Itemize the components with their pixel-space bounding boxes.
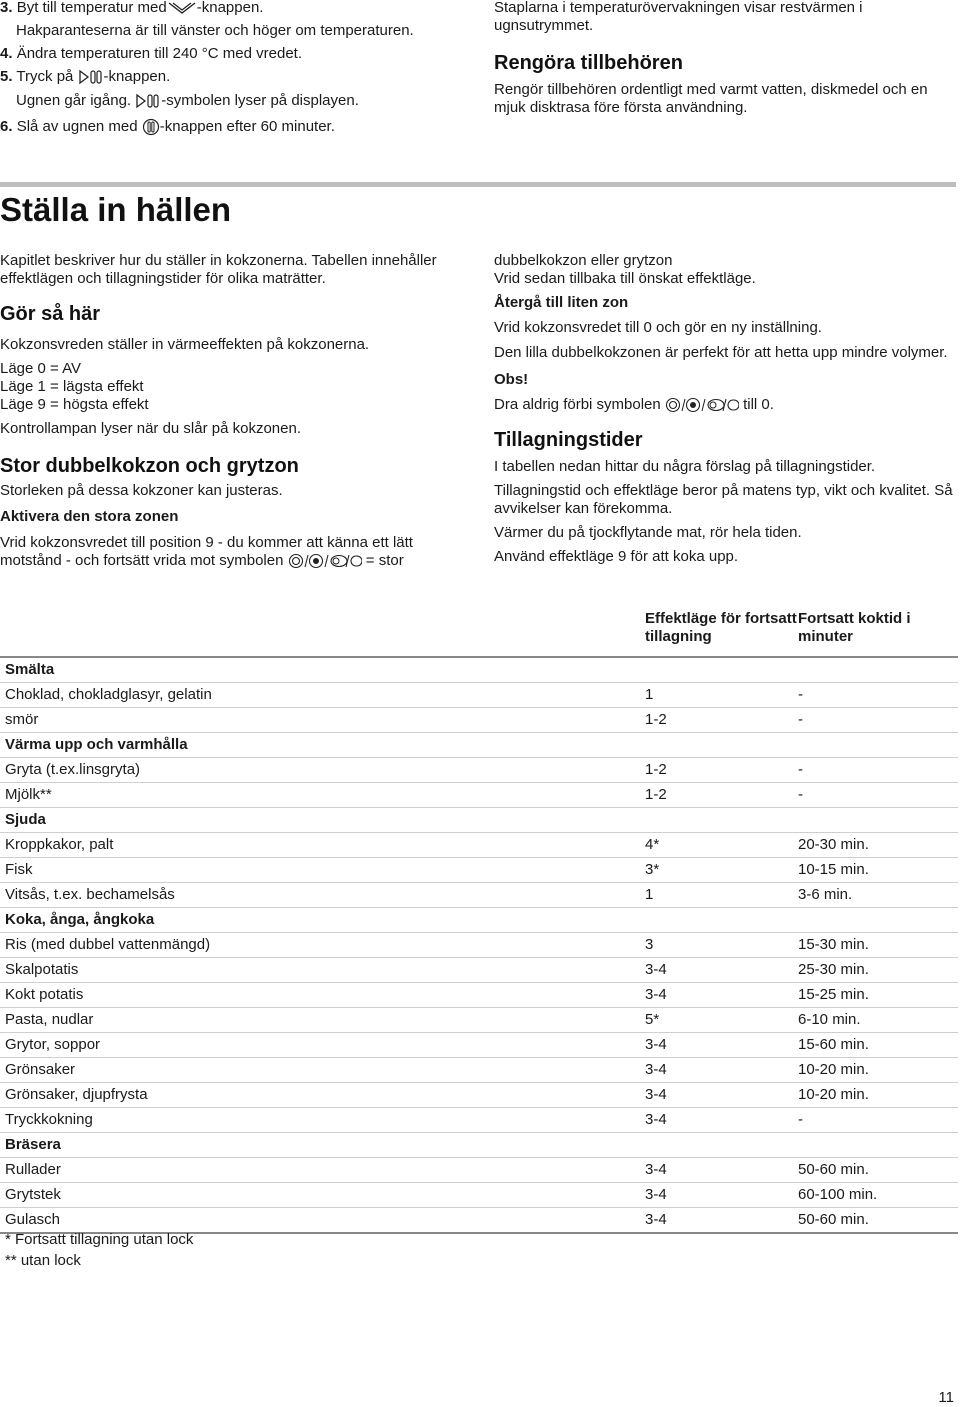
dish-cell: Skalpotatis	[0, 958, 645, 983]
page-number: 11	[938, 1389, 954, 1406]
gor-heading: Gör så här	[0, 303, 101, 325]
obs-text-start: Dra aldrig förbi symbolen	[494, 396, 661, 413]
table-row	[0, 708, 958, 733]
effekt-cell: 3*	[645, 858, 798, 883]
cont-text-1: dubbelkokzon eller grytzon	[494, 252, 673, 269]
step-text: Slå av ugnen med	[16, 118, 138, 135]
dish-cell: Fisk	[0, 858, 645, 883]
table-row	[0, 683, 958, 708]
table-row	[0, 983, 958, 1008]
category-label: Bräsera	[0, 1133, 958, 1158]
oven-play-icon	[135, 93, 161, 109]
dish-cell: Grönsaker	[0, 1058, 645, 1083]
effekt-cell: 1	[645, 683, 798, 708]
effekt-cell: 1-2	[645, 708, 798, 733]
koktid-cell: 10-20 min.	[798, 1058, 958, 1083]
tillag-text-2: Tillagningstid och effektläge beror på matens typ, vikt och kvalitet. Så avvikelser kan förekomma.	[494, 482, 953, 517]
effekt-cell: 3-4	[645, 1108, 798, 1133]
step-text-end: -knappen.	[196, 0, 264, 16]
step-text-end: -knappen efter 60 minuter.	[159, 118, 335, 135]
dish-cell: Choklad, chokladglasyr, gelatin	[0, 683, 645, 708]
zone-symbols-icon	[288, 553, 362, 569]
power-button-icon	[142, 118, 160, 136]
intro-text: Kapitlet beskriver hur du ställer in kokzonerna. Tabellen innehåller effektlägen och tillagningstider för olika maträtter.	[0, 252, 437, 287]
page-title: Ställa in hällen	[0, 191, 232, 228]
obs-text	[494, 396, 956, 414]
step-5-sub	[16, 92, 359, 110]
step-3-sub: Hakparanteserna är till vänster och höger om temperaturen.	[16, 22, 414, 39]
left-column	[0, 252, 466, 570]
step-6	[0, 118, 335, 136]
dish-cell: Kokt potatis	[0, 983, 645, 1008]
effekt-cell: 1	[645, 883, 798, 908]
section-heading: Rengöra tillbehören	[494, 52, 683, 74]
table-body	[0, 604, 958, 1233]
top-right-block	[494, 0, 956, 117]
cont-text-2: Vrid sedan tillbaka till önskat effektläge.	[494, 270, 756, 287]
step-3	[0, 0, 470, 17]
dish-cell: Mjölk**	[0, 783, 645, 808]
step-5	[0, 68, 170, 86]
category-label: Sjuda	[0, 808, 958, 833]
table-row	[0, 758, 958, 783]
table-row	[0, 1208, 958, 1234]
atergå-heading: Återgå till liten zon	[494, 294, 629, 311]
step-4	[0, 45, 302, 63]
table-row	[0, 1158, 958, 1183]
header-cell-empty	[0, 604, 645, 657]
dish-cell: Kroppkakor, palt	[0, 833, 645, 858]
table-header-row	[0, 604, 958, 657]
lage-9: Läge 9 = högsta effekt	[0, 396, 149, 413]
table-row	[0, 883, 958, 908]
table-row	[0, 1033, 958, 1058]
category-label: Koka, ånga, ångkoka	[0, 908, 958, 933]
header-effektlage: Effektläge för fortsatt tillagning	[645, 604, 798, 657]
koktid-cell: -	[798, 758, 958, 783]
obs-heading: Obs!	[494, 371, 529, 388]
effekt-cell: 3-4	[645, 1183, 798, 1208]
step-number: 4.	[0, 45, 13, 62]
koktid-cell: 25-30 min.	[798, 958, 958, 983]
koktid-cell: -	[798, 1108, 958, 1133]
footnote-2: ** utan lock	[5, 1252, 81, 1269]
dish-cell: Gryta (t.ex.linsgryta)	[0, 758, 645, 783]
dish-cell: Vitsås, t.ex. bechamelsås	[0, 883, 645, 908]
lage-1: Läge 1 = lägsta effekt	[0, 378, 144, 395]
kontroll-text: Kontrollampan lyser när du slår på kokzonen.	[0, 420, 301, 437]
category-label: Värma upp och varmhålla	[0, 733, 958, 758]
cooking-times-table	[0, 604, 958, 1234]
gor-text: Kokzonsvreden ställer in värmeeffekten på kokzonerna.	[0, 336, 370, 353]
table-category-row	[0, 733, 958, 758]
koktid-cell: 10-20 min.	[798, 1083, 958, 1108]
section-text: Rengör tillbehören ordentligt med varmt vatten, diskmedel och en mjuk disktrasa före första användning.	[494, 81, 928, 116]
effekt-cell: 3-4	[645, 1158, 798, 1183]
step-text: Byt till temperatur med	[16, 0, 167, 16]
effekt-cell: 4*	[645, 833, 798, 858]
aktivera-text-end: = stor	[365, 552, 404, 569]
table-row	[0, 933, 958, 958]
tillag-text-4: Använd effektläge 9 för att koka upp.	[494, 548, 739, 565]
dish-cell: Rullader	[0, 1158, 645, 1183]
koktid-cell: 3-6 min.	[798, 883, 958, 908]
dish-cell: smör	[0, 708, 645, 733]
step-number: 3.	[0, 0, 13, 16]
step-number: 5.	[0, 68, 13, 85]
koktid-cell: -	[798, 683, 958, 708]
step-sub-text: Ugnen går igång.	[16, 92, 132, 109]
effekt-cell: 3-4	[645, 1208, 798, 1234]
koktid-cell: -	[798, 783, 958, 808]
table-row	[0, 958, 958, 983]
aktivera-text-start: Vrid kokzonsvredet till position 9 - du kommer att känna ett lätt motstånd - och fortsätt vrida mot symbolen	[0, 534, 413, 569]
table-row	[0, 1108, 958, 1133]
aktivera-text	[0, 534, 466, 570]
atergå-text: Vrid kokzonsvredet till 0 och gör en ny inställning.	[494, 319, 822, 336]
step-sub-text-end: -symbolen lyser på displayen.	[161, 92, 359, 109]
dish-cell: Grytstek	[0, 1183, 645, 1208]
table-category-row	[0, 1133, 958, 1158]
dish-cell: Gulasch	[0, 1208, 645, 1234]
effekt-cell: 1-2	[645, 758, 798, 783]
koktid-cell: 10-15 min.	[798, 858, 958, 883]
stor-text: Storleken på dessa kokzoner kan justeras.	[0, 482, 283, 499]
effekt-cell: 5*	[645, 1008, 798, 1033]
temperature-note: Staplarna i temperaturövervakningen visar restvärmen i ugnsutrymmet.	[494, 0, 863, 34]
koktid-cell: 50-60 min.	[798, 1208, 958, 1234]
table-row	[0, 1008, 958, 1033]
koktid-cell: 50-60 min.	[798, 1158, 958, 1183]
tillag-text-1: I tabellen nedan hittar du några förslag på tillagningstider.	[494, 458, 876, 475]
lilla-text: Den lilla dubbelkokzonen är perfekt för att hetta upp mindre volymer.	[494, 344, 948, 361]
koktid-cell: 60-100 min.	[798, 1183, 958, 1208]
lage-0: Läge 0 = AV	[0, 360, 82, 377]
table-category-row	[0, 908, 958, 933]
footnotes	[5, 1231, 193, 1270]
dish-cell: Grönsaker, djupfrysta	[0, 1083, 645, 1108]
effekt-cell: 3-4	[645, 958, 798, 983]
step-text: Tryck på	[16, 68, 74, 85]
dish-cell: Tryckkokning	[0, 1108, 645, 1133]
stor-heading: Stor dubbelkokzon och grytzon	[0, 455, 299, 477]
footnote-1: * Fortsatt tillagning utan lock	[5, 1231, 194, 1248]
table-row	[0, 1083, 958, 1108]
chevron-down-icon	[167, 1, 197, 15]
dish-cell: Grytor, soppor	[0, 1033, 645, 1058]
tillag-text-3: Värmer du på tjockflytande mat, rör hela tiden.	[494, 524, 802, 541]
table-row	[0, 783, 958, 808]
effekt-cell: 3-4	[645, 1083, 798, 1108]
oven-play-icon	[78, 69, 104, 85]
aktivera-heading: Aktivera den stora zonen	[0, 508, 179, 525]
koktid-cell: -	[798, 708, 958, 733]
header-koktid: Fortsatt koktid i minuter	[798, 604, 958, 657]
table-category-row	[0, 657, 958, 683]
dish-cell: Pasta, nudlar	[0, 1008, 645, 1033]
koktid-cell: 15-25 min.	[798, 983, 958, 1008]
effekt-cell: 3	[645, 933, 798, 958]
zone-symbols-icon	[665, 397, 739, 413]
dish-cell: Ris (med dubbel vattenmängd)	[0, 933, 645, 958]
section-divider	[0, 182, 956, 187]
effekt-cell: 3-4	[645, 1058, 798, 1083]
table-row	[0, 1183, 958, 1208]
category-label: Smälta	[0, 657, 958, 683]
tillag-heading: Tillagningstider	[494, 429, 643, 451]
effekt-cell: 1-2	[645, 783, 798, 808]
step-text-end: -knappen.	[103, 68, 171, 85]
koktid-cell: 15-60 min.	[798, 1033, 958, 1058]
koktid-cell: 15-30 min.	[798, 933, 958, 958]
step-number: 6.	[0, 118, 13, 135]
effekt-cell: 3-4	[645, 1033, 798, 1058]
table-category-row	[0, 808, 958, 833]
right-column	[494, 252, 956, 566]
table-row	[0, 1058, 958, 1083]
step-text: Ändra temperaturen till 240 °C med vredet.	[16, 45, 302, 62]
table-row	[0, 858, 958, 883]
koktid-cell: 6-10 min.	[798, 1008, 958, 1033]
obs-text-end: till 0.	[743, 396, 774, 413]
koktid-cell: 20-30 min.	[798, 833, 958, 858]
effekt-cell: 3-4	[645, 983, 798, 1008]
table-row	[0, 833, 958, 858]
